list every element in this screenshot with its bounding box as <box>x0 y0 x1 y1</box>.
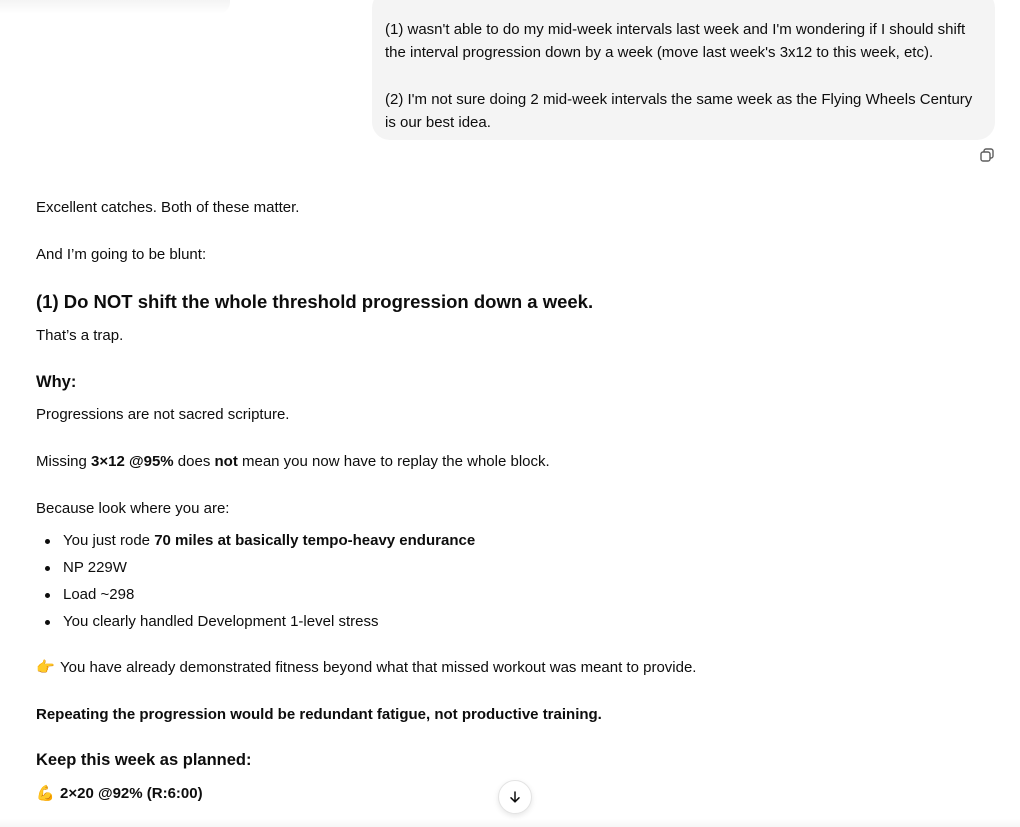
bottom-fade <box>0 819 1020 827</box>
user-message-paragraph-2: (2) I'm not sure doing 2 mid-week intervals the same week as the Flying Wheels Century is our best idea. <box>385 91 973 132</box>
top-fade <box>0 0 230 14</box>
intro-text: Excellent catches. Both of these matter. <box>36 199 300 216</box>
list-item <box>36 585 475 612</box>
copy-message-button[interactable] <box>979 147 995 163</box>
bullet-text: You just rode <box>63 532 155 549</box>
heading-shift-progression: (1) Do NOT shift the whole threshold progression down a week. <box>36 291 594 312</box>
pointing-hand-emoji: 👉 <box>36 659 55 676</box>
list-item <box>36 531 475 558</box>
bullet-text: Load ~298 <box>63 586 135 603</box>
missing-workout-name: 3×12 @95% <box>91 453 174 470</box>
bullet-text: NP 229W <box>63 559 127 576</box>
missing-workout-text <box>36 452 550 472</box>
trap-text: That’s a trap. <box>36 327 124 344</box>
workout-line <box>36 784 203 804</box>
fitness-line <box>36 658 696 678</box>
progressions-text: Progressions are not sacred scripture. <box>36 406 290 423</box>
fitness-text: You have already demonstrated fitness beyond what that missed workout was meant to provide. <box>60 659 697 676</box>
keep-week-heading: Keep this week as planned: <box>36 751 252 769</box>
scroll-to-bottom-button[interactable] <box>498 780 532 814</box>
copy-icon <box>979 147 995 163</box>
list-item <box>36 612 475 639</box>
stats-bullet-list <box>36 531 475 639</box>
missing-prefix: Missing <box>36 453 92 470</box>
bullet-bold-text: 70 miles at basically tempo-heavy endurance <box>154 532 476 549</box>
workout-text: 2×20 @92% (R:6:00) <box>60 785 203 802</box>
user-message-bubble <box>372 0 995 140</box>
missing-not: not <box>214 453 238 470</box>
repeating-text: Repeating the progression would be redundant fatigue, not productive training. <box>36 706 602 723</box>
user-message-paragraph-1: (1) wasn't able to do my mid-week intervals last week and I'm wondering if I should shift the interval progression down by a week (move last week's 3x12 to this week, etc). <box>385 21 966 62</box>
list-item <box>36 558 475 585</box>
missing-suffix: mean you now have to replay the whole block. <box>237 453 550 470</box>
flexed-biceps-emoji: 💪 <box>36 785 55 802</box>
arrow-down-icon <box>508 790 522 804</box>
why-heading: Why: <box>36 373 77 391</box>
bullet-text: You clearly handled Development 1-level stress <box>63 613 379 630</box>
because-text: Because look where you are: <box>36 500 230 517</box>
blunt-text: And I’m going to be blunt: <box>36 246 207 263</box>
missing-middle: does <box>173 453 215 470</box>
